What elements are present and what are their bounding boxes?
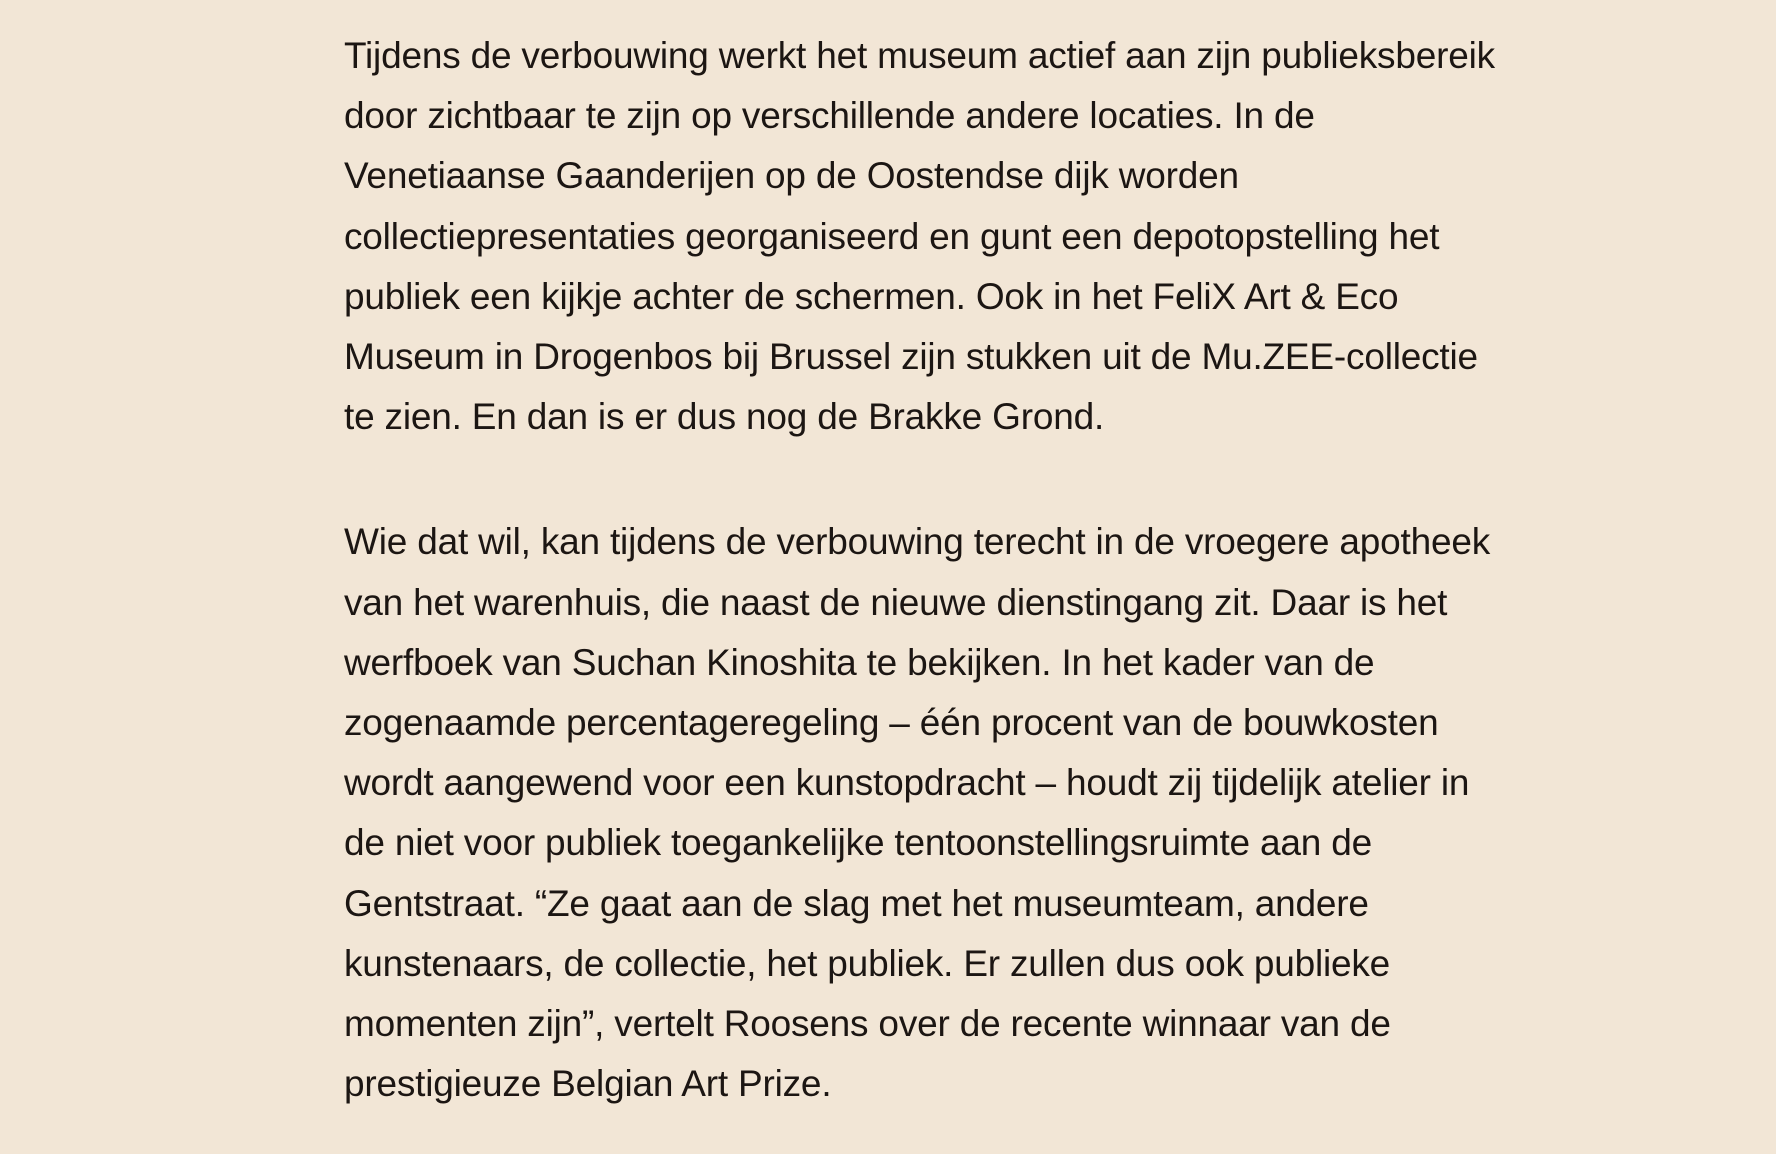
text-line: door zichtbaar te zijn op verschillende andere locaties. In de — [344, 95, 1315, 137]
article-body — [344, 26, 1634, 1114]
text-line: wordt aangewend voor een kunstopdracht – houdt zij tijdelijk atelier in — [344, 762, 1470, 804]
text-line: Tijdens de verbouwing werkt het museum actief aan zijn publieksbereik — [344, 35, 1495, 76]
text-line: Wie dat wil, kan tijdens de verbouwing terecht in de vroegere apotheek — [344, 521, 1491, 563]
paragraph-werfboek — [344, 512, 1634, 1114]
text-line: werfboek van Suchan Kinoshita te bekijken. In het kader van de — [344, 641, 1375, 683]
text-line: Museum in Drogenbos bij Brussel zijn stukken uit de Mu.ZEE-collectie — [344, 336, 1478, 378]
text-line: publiek een kijkje achter de schermen. Ook in het FeliX Art & Eco — [344, 275, 1399, 317]
text-line: de niet voor publiek toegankelijke tentoonstellingsruimte aan de — [344, 822, 1372, 864]
text-line: momenten zijn”, vertelt Roosens over de recente winnaar van de — [344, 1003, 1391, 1045]
text-line: Venetiaanse Gaanderijen op de Oostendse dijk worden — [344, 155, 1239, 197]
text-line: van het warenhuis, die naast de nieuwe dienstingang zit. Daar is het — [344, 581, 1448, 623]
paragraph-outreach — [344, 26, 1634, 447]
text-line: collectiepresentaties georganiseerd en gunt een depotopstelling het — [344, 215, 1440, 257]
text-line: kunstenaars, de collectie, het publiek. Er zullen dus ook publieke — [344, 942, 1391, 984]
text-line: te zien. En dan is er dus nog de Brakke Grond. — [344, 396, 1105, 438]
text-line: zogenaamde percentageregeling – één procent van de bouwkosten — [344, 702, 1439, 744]
text-line: Gentstraat. “Ze gaat aan de slag met het museumteam, andere — [344, 882, 1369, 924]
text-line: prestigieuze Belgian Art Prize. — [344, 1063, 832, 1105]
